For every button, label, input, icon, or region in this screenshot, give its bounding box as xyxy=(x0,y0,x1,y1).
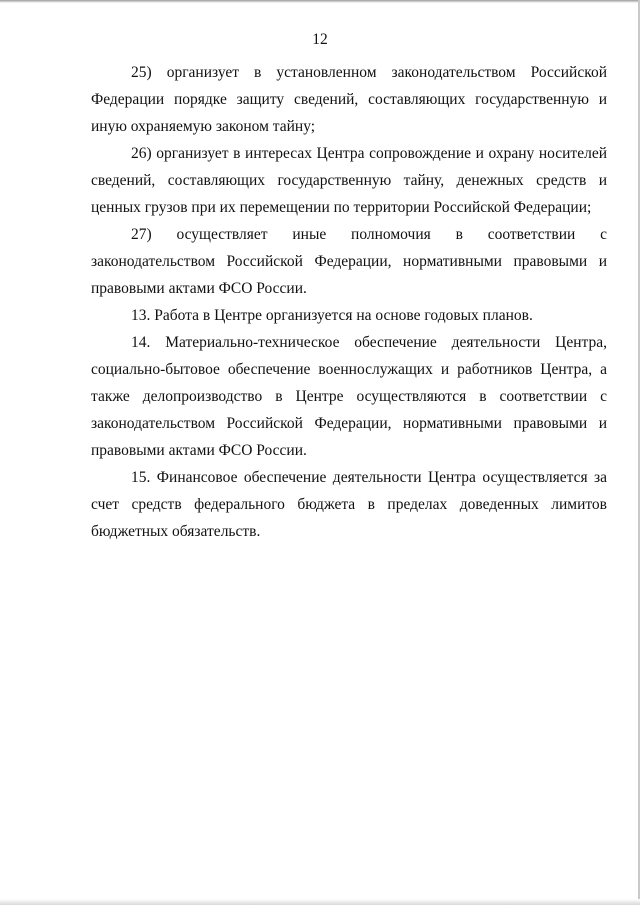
paragraph-section-14: 14. Материально-техническое обеспечение деятельности Центра, социально-бытовое обеспечение военнослужащих и работников Центра, а также делопроизводство в Центре осуществляются в соответствии с законодательством Российской Федерации, нормативными правовыми и правовыми актами ФСО России. xyxy=(91,334,607,459)
scan-edge-top xyxy=(0,0,640,3)
paragraph-item-26: 26) организует в интересах Центра сопровождение и охрану носителей сведений, составляющих государственную тайну, денежных средств и ценных грузов при их перемещении по территории Российской Федерации; xyxy=(91,145,607,216)
paragraph-section-15: 15. Финансовое обеспечение деятельности Центра осуществляется за счет средств федерального бюджета в пределах доведенных лимитов бюджетных обязательств. xyxy=(91,469,607,540)
scan-edge-bottom xyxy=(0,899,640,905)
page-number: 12 xyxy=(312,31,328,48)
document-body xyxy=(91,59,607,545)
paragraph-item-25: 25) организует в установленном законодательством Российской Федерации порядке защиту сведений, составляющих государственную и иную охраняемую законом тайну; xyxy=(91,64,607,135)
paragraph-section-13: 13. Работа в Центре организуется на основе годовых планов. xyxy=(131,307,533,324)
paragraph-item-27: 27) осуществляет иные полномочия в соответствии с законодательством Российской Федерации, нормативными правовыми и правовыми актами ФСО России. xyxy=(91,226,607,297)
